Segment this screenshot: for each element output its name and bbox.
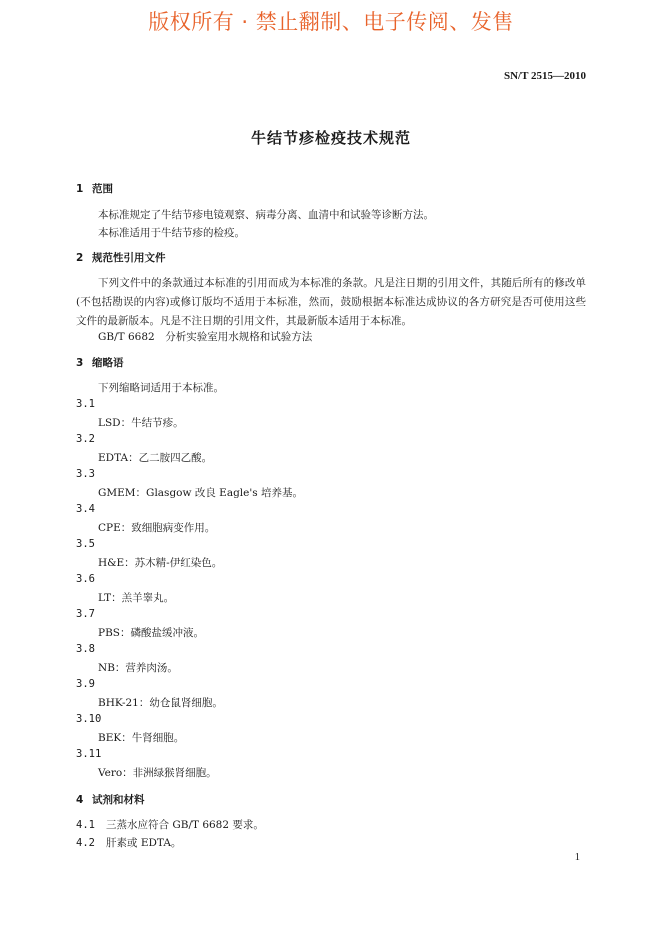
abbreviation-definition: H&E：苏木精-伊红染色。: [98, 557, 223, 569]
document-title: 牛结节疹检疫技术规范: [250, 129, 411, 147]
section-heading-normative: [76, 250, 166, 265]
clause-number: 4.2: [76, 837, 95, 849]
clause-number: 3.9: [76, 678, 95, 690]
clause-number: 3.3: [76, 468, 95, 480]
clause-number: 3.1: [76, 398, 95, 410]
standard-code: SN/T 2515—2010: [503, 70, 586, 82]
abbreviation-definition: NB：营养肉汤。: [98, 662, 178, 674]
reagent-item: [76, 817, 264, 832]
reagent-item: [76, 835, 181, 850]
normative-reference: GB/T 6682 分析实验室用水规格和试验方法: [98, 331, 313, 343]
copyright-watermark: 版权所有 · 禁止翻制、电子传阅、发售: [148, 10, 514, 34]
section-title: 试剂和材料: [92, 794, 145, 806]
scope-line-1: 本标准规定了牛结节疹电镜观察、病毒分离、血清中和试验等诊断方法。: [98, 209, 434, 221]
reagent-text: 三蒸水应符合 GB/T 6682 要求。: [106, 819, 264, 831]
section-title: 缩略语: [92, 357, 124, 369]
clause-number: 3.8: [76, 643, 95, 655]
clause-number: 3.10: [76, 713, 102, 725]
abbreviation-definition: BEK：牛肾细胞。: [98, 732, 185, 744]
section-number: 1: [76, 183, 84, 195]
section-heading-reagents: [76, 792, 145, 807]
abbreviation-definition: LT：羔羊睾丸。: [98, 592, 175, 604]
clause-number: 3.6: [76, 573, 95, 585]
scope-line-2: 本标准适用于牛结节疹的检疫。: [98, 227, 245, 239]
section-title: 规范性引用文件: [92, 252, 166, 264]
section-heading-abbreviations: [76, 355, 124, 370]
abbreviation-definition: EDTA：乙二胺四乙酸。: [98, 452, 213, 464]
section-number: 3: [76, 357, 84, 369]
clause-number: 3.7: [76, 608, 95, 620]
section-title: 范围: [92, 183, 113, 195]
abbreviation-definition: GMEM：Glasgow 改良 Eagle's 培养基。: [98, 487, 303, 499]
abbreviation-definition: LSD：牛结节疹。: [98, 417, 184, 429]
abbreviation-definition: CPE：致细胞病变作用。: [98, 522, 216, 534]
section-heading-scope: [76, 181, 113, 196]
abbreviation-definition: PBS：磷酸盐缓冲液。: [98, 627, 204, 639]
section-number: 2: [76, 252, 84, 264]
normative-paragraph: 下列文件中的条款通过本标准的引用而成为本标准的条款。凡是注日期的引用文件，其随后所有的修改单(不包括勘误的内容)或修订版均不适用于本标准，然而，鼓励根据本标准达成协议的各方研究是否可使用这些文件的最新版本。凡是不注日期的引用文件，其最新版本适用于本标准。: [76, 277, 586, 327]
clause-number: 3.2: [76, 433, 95, 445]
reagent-text: 肝素或 EDTA。: [106, 837, 182, 849]
clause-number: 3.4: [76, 503, 95, 515]
section-number: 4: [76, 794, 84, 806]
abbreviations-intro: 下列缩略词适用于本标准。: [98, 382, 224, 394]
page-number: 1: [574, 852, 580, 863]
abbreviation-definition: BHK-21：幼仓鼠肾细胞。: [98, 697, 223, 709]
clause-number: 3.11: [76, 748, 102, 760]
clause-number: 3.5: [76, 538, 95, 550]
abbreviation-definition: Vero：非洲绿猴肾细胞。: [98, 767, 217, 779]
clause-number: 4.1: [76, 819, 95, 831]
